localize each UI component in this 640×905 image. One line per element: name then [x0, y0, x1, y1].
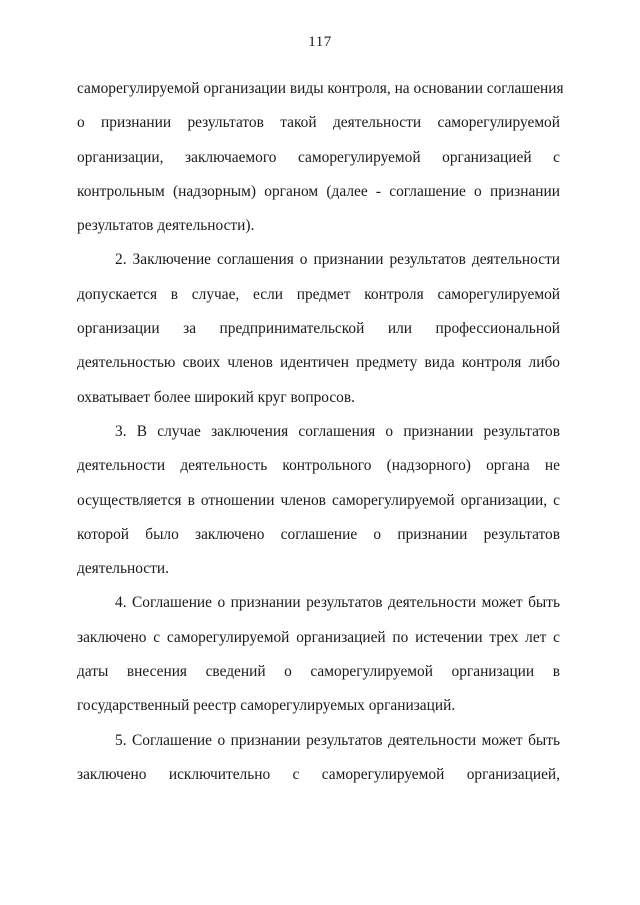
text-line: 5. Соглашение о признании результатов деятельности может быть [115, 731, 560, 749]
text-line: деятельностью своих членов идентичен предмету вида контроля либо [77, 354, 560, 372]
text-line: результатов деятельности). [77, 217, 255, 235]
text-line: организации за предпринимательской или профессиональной [77, 320, 560, 338]
page-number: 117 [308, 34, 332, 50]
text-line: 2. Заключение соглашения о признании результатов деятельности [115, 251, 560, 269]
text-line: заключено исключительно с саморегулируемой организацией, [77, 765, 560, 783]
paragraph-4 [77, 586, 560, 723]
text-line: деятельности. [77, 560, 169, 578]
text-line: контрольным (надзорным) органом (далее - соглашение о признании [77, 182, 560, 200]
text-line: заключено с саморегулируемой организацией по истечении трех лет с [77, 628, 560, 646]
text-line: о признании результатов такой деятельности саморегулируемой [77, 114, 560, 132]
text-line: деятельности деятельность контрольного (надзорного) органа не [77, 457, 560, 475]
text-line: государственный реестр саморегулируемых организаций. [77, 697, 456, 715]
text-line: которой было заключено соглашение о признании результатов [77, 525, 560, 543]
paragraph-5 [77, 724, 560, 793]
text-line: организации, заключаемого саморегулируемой организацией с [77, 148, 560, 166]
text-line: саморегулируемой организации виды контроля, на основании соглашения [77, 80, 564, 97]
text-line: 3. В случае заключения соглашения о признании результатов [115, 422, 560, 440]
paragraph-continuation [77, 72, 564, 243]
text-line: даты внесения сведений о саморегулируемой организации в [77, 663, 560, 681]
paragraph-2 [77, 243, 560, 414]
text-line: охватывает более широкий круг вопросов. [77, 388, 355, 406]
paragraph-3 [77, 415, 560, 586]
text-line: допускается в случае, если предмет контроля саморегулируемой [77, 285, 560, 303]
document-body [77, 72, 564, 792]
text-line: 4. Соглашение о признании результатов деятельности может быть [115, 594, 560, 612]
text-line: осуществляется в отношении членов саморегулируемой организации, с [77, 491, 560, 509]
